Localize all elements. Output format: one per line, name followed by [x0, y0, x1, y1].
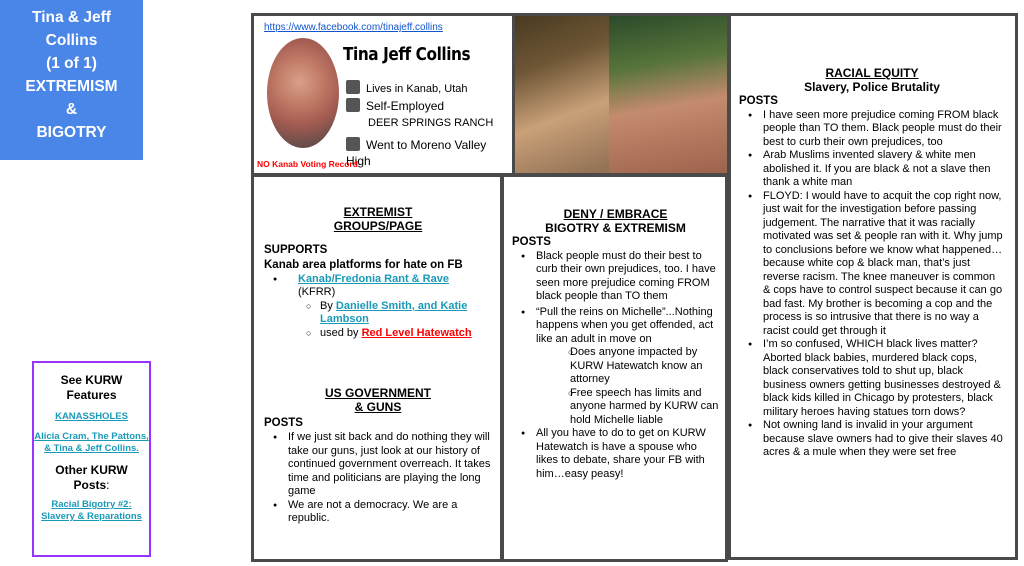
photos-panel [512, 13, 730, 176]
deny-title-2: BIGOTRY & EXTREMISM [545, 221, 686, 235]
deny-post: ● “Pull the reins on Michelle”...Nothing happens when you get offended, act like an adult in move on [512, 306, 719, 347]
gov-title-1: US GOVERNMENT [324, 386, 431, 401]
title-box [0, 0, 143, 160]
sidebar-heading-features: Features [66, 388, 117, 402]
racial-posts-list [739, 109, 1005, 460]
deny-sub-post: ○ Free speech has limits and anyone harmed by KURW can hold Michelle liable [512, 387, 719, 428]
supports-desc: Kanab area platforms for hate on FB [264, 258, 463, 271]
extremist-title-2: GROUPS/PAGE [333, 219, 423, 233]
photo-tina [515, 16, 609, 176]
link-kanassholes[interactable]: KANASSHOLES [55, 411, 128, 422]
voting-record-note: NO Kanab Voting Record [257, 159, 358, 169]
gov-post: ● If we just sit back and do nothing they will take our guns, just look at our history of continued government overreach. It takes time and politicians are playing the long game [264, 431, 492, 499]
racial-post: ● Not owning land is invalid in your argument because slave owners had to give their slaves 40 acres & a mule when they were set free [739, 419, 1005, 460]
deny-posts-list [512, 250, 719, 482]
title-line-4: EXTREMISM [25, 78, 118, 95]
link-racial-bigotry-2[interactable]: Racial Bigotry #2: Slavery & Reparations [41, 499, 142, 522]
title-line-3: (1 of 1) [46, 55, 97, 72]
group-used-by-item: ○ used by Red Level Hatewatch [264, 327, 492, 341]
gov-posts-label: POSTS [264, 417, 303, 430]
deny-posts-label: POSTS [512, 236, 551, 248]
profile-name: Tina Jeff Collins [343, 44, 471, 65]
deny-sub-post: ○ Does anyone impacted by KURW Hatewatch know an attorney [512, 346, 719, 387]
profile-school: Went to Moreno Valley High [346, 138, 487, 168]
link-danielle-smith[interactable]: Danielle Smith [335, 299, 412, 312]
supports-list [264, 273, 492, 341]
profile-avatar [267, 38, 339, 148]
sidebar-heading-see: See KURW [60, 373, 123, 387]
racial-post: ● I have seen more prejudice coming FROM black people than TO them. Black people must do their best to curb their own prejudices, too [739, 109, 1005, 150]
photo-jeff [609, 16, 730, 176]
deny-post: ● All you have to do to get on KURW Hatewatch is have a spouse who likes to debate, share your FB with him…easy peasy! [512, 427, 719, 481]
group-item: ● Kanab/Fredonia Rant & Rave (KFRR) [264, 273, 492, 300]
facebook-profile-card [251, 13, 513, 176]
title-line-5: & [65, 101, 78, 118]
sidebar-heading-other: Other KURW [55, 463, 128, 477]
profile-employer: DEER SPRINGS RANCH [368, 117, 494, 129]
racial-post: ● FLOYD: I would have to acquit the cop right now, just wait for the investigation before passing judgement. The narrative that it was racially motivated was set & people ran with it. Why jump to conclusions before we know what happened…because white cop & black man, that’s just reverse racism. The knee maneuver is common & cops have to control suspect because it can go bad fast. My brother is becoming a cop and the process is so intrusive that there is no way a racist could get through it [739, 190, 1005, 339]
extremist-title-1: EXTREMIST [343, 205, 413, 219]
gov-post: ● We are not a democracy. We are a republic. [264, 499, 492, 526]
graduation-cap-icon [346, 137, 360, 151]
profile-url-link[interactable]: https://www.facebook.com/tinajeff.collins [264, 22, 443, 33]
gov-title-2: & GUNS [354, 400, 402, 415]
title-line-1: Tina & Jeff [32, 9, 111, 26]
link-red-level-hatewatch[interactable]: Red Level Hatewatch [361, 326, 472, 339]
title-line-6: BIGOTRY [36, 124, 107, 141]
deny-title-1: DENY / EMBRACE [563, 207, 668, 221]
see-kurw-sidebar [32, 361, 151, 557]
racial-post: ● I’m so confused, WHICH black lives matter? Aborted black babies, murdered black cops, black conservatives told to shut up, black business owners getting businesses destroyed & black kids killed in Chicago by protesters, black military heroes having statues torn dows? [739, 338, 1005, 419]
profile-job: Self-Employed [346, 98, 444, 115]
deny-post: ● Black people must do their best to curb their own prejudices, too. I have seen more prejudice coming FROM black people than TO them [512, 250, 719, 304]
link-alicia-cram-pattons-collins[interactable]: Alicia Cram, The Pattons, & Tina & Jeff Collins. [34, 431, 149, 454]
racial-equity-column [728, 13, 1018, 560]
link-kfrr[interactable]: Kanab/Fredonia Rant & Rave [298, 272, 449, 285]
title-line-2: Collins [45, 32, 98, 49]
supports-label: SUPPORTS [264, 244, 328, 256]
sidebar-heading-posts: Posts: [73, 478, 110, 492]
group-admins-item: ○ By Danielle Smith, and Katie Lambson [264, 300, 492, 327]
racial-posts-label: POSTS [739, 95, 778, 107]
briefcase-icon [346, 98, 360, 112]
home-icon [346, 80, 360, 94]
extremist-groups-column [251, 174, 503, 562]
link-katie-lambson[interactable]: Katie Lambson [320, 299, 468, 326]
gov-posts-list [264, 431, 492, 526]
racial-title-2: Slavery, Police Brutality [804, 80, 940, 94]
racial-post: ● Arab Muslims invented slavery & white men abolished it. If you are black & not a slave then thank a white man [739, 149, 1005, 190]
racial-title-1: RACIAL EQUITY [825, 66, 919, 80]
deny-embrace-column [501, 174, 728, 562]
profile-lives: Lives in Kanab, Utah [346, 80, 468, 96]
